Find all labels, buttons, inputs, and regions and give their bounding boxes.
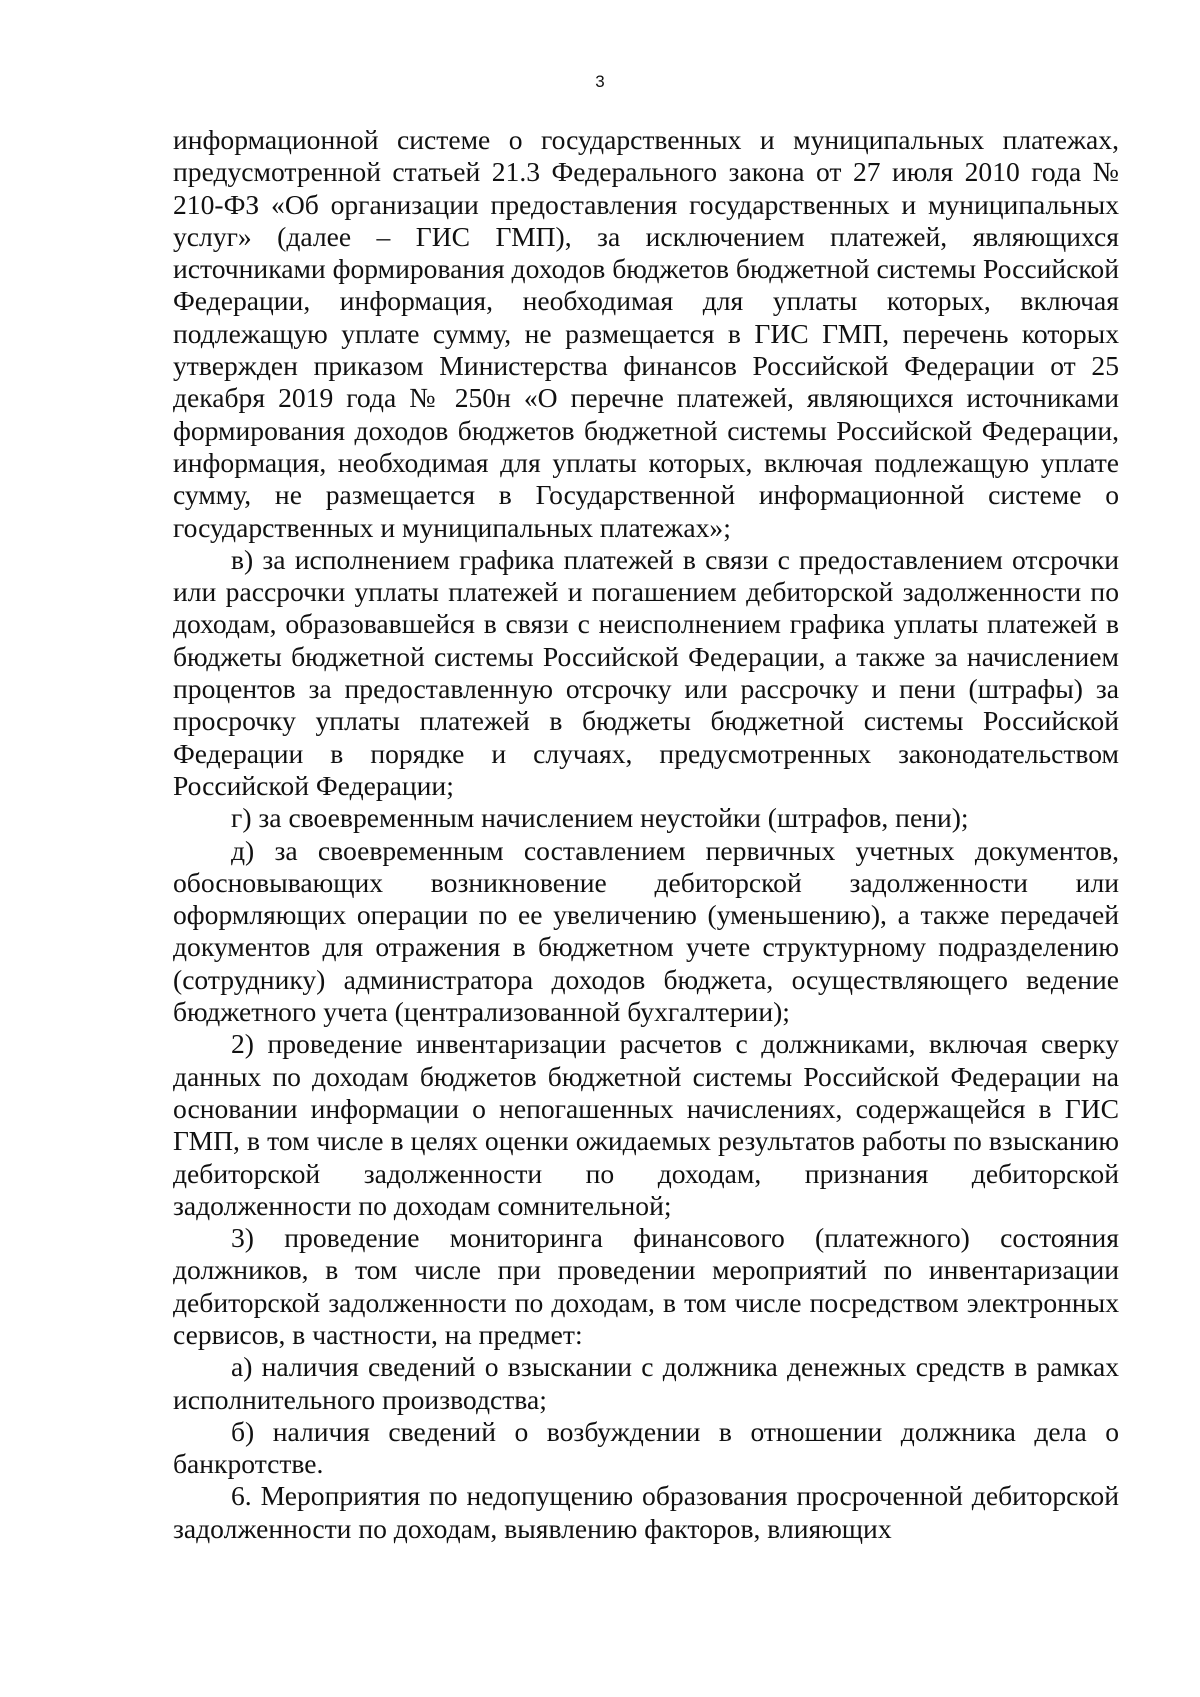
- paragraph-item-6: 6. Мероприятия по недопущению образования просроченной дебиторской задолженности по доходам, выявлению факторов, влияющих: [173, 1480, 1119, 1544]
- paragraph-continuation: информационной системе о государственных и муниципальных платежах, предусмотренной статьей 21.3 Федерального закона от 27 июля 2010 года № 210-ФЗ «Об организации предоставления государственных и муниципальных услуг» (далее – ГИС ГМП), за исключением платежей, являющихся источниками формирования доходов бюджетов бюджетной системы Российской Федерации, информация, необходимая для уплаты которых, включая подлежащую уплате сумму, не размещается в ГИС ГМП, перечень которых утвержден приказом Министерства финансов Российской Федерации от 25 декабря 2019 года № 250н «О перечне платежей, являющихся источниками формирования доходов бюджетов бюджетной системы Российской Федерации, информация, необходимая для уплаты которых, включая подлежащую уплате сумму, не размещается в Государственной информационной системе о государственных и муниципальных платежах»;: [173, 124, 1119, 543]
- page-number: 3: [595, 72, 605, 91]
- paragraph-item-b: б) наличия сведений о возбуждении в отношении должника дела о банкротстве.: [173, 1415, 1119, 1480]
- paragraph-item-3: 3) проведение мониторинга финансового (платежного) состояния должников, в том числе при проведении мероприятий по инвентаризации дебиторской задолженности по доходам, в том числе посредством электронных сервисов, в частности, на предмет:: [173, 1222, 1119, 1350]
- document-body: [173, 124, 1119, 1545]
- paragraph-item-d: д) за своевременным составлением первичных учетных документов, обосновывающих возникновение дебиторской задолженности или оформляющих операции по ее увеличению (уменьшению), а также передачей документов для отражения в бюджетном учете структурному подразделению (сотруднику) администратора доходов бюджета, осуществляющего ведение бюджетного учета (централизованной бухгалтерии);: [173, 834, 1119, 1028]
- paragraph-item-v: в) за исполнением графика платежей в связи с предоставлением отсрочки или рассрочки уплаты платежей и погашением дебиторской задолженности по доходам, образовавшейся в связи с неисполнением графика уплаты платежей в бюджеты бюджетной системы Российской Федерации, а также за начислением процентов за предоставленную отсрочку или рассрочку и пени (штрафы) за просрочку уплаты платежей в бюджеты бюджетной системы Российской Федерации в порядке и случаях, предусмотренных законодательством Российской Федерации;: [173, 543, 1119, 801]
- paragraph-item-2: 2) проведение инвентаризации расчетов с должниками, включая сверку данных по доходам бюджетов бюджетной системы Российской Федерации на основании информации о непогашенных начислениях, содержащейся в ГИС ГМП, в том числе в целях оценки ожидаемых результатов работы по взысканию дебиторской задолженности по доходам, признания дебиторской задолженности по доходам сомнительной;: [173, 1028, 1119, 1221]
- paragraph-item-a: а) наличия сведений о взыскании с должника денежных средств в рамках исполнительного производства;: [173, 1351, 1119, 1415]
- paragraph-item-g: г) за своевременным начислением неустойки (штрафов, пени);: [231, 802, 969, 834]
